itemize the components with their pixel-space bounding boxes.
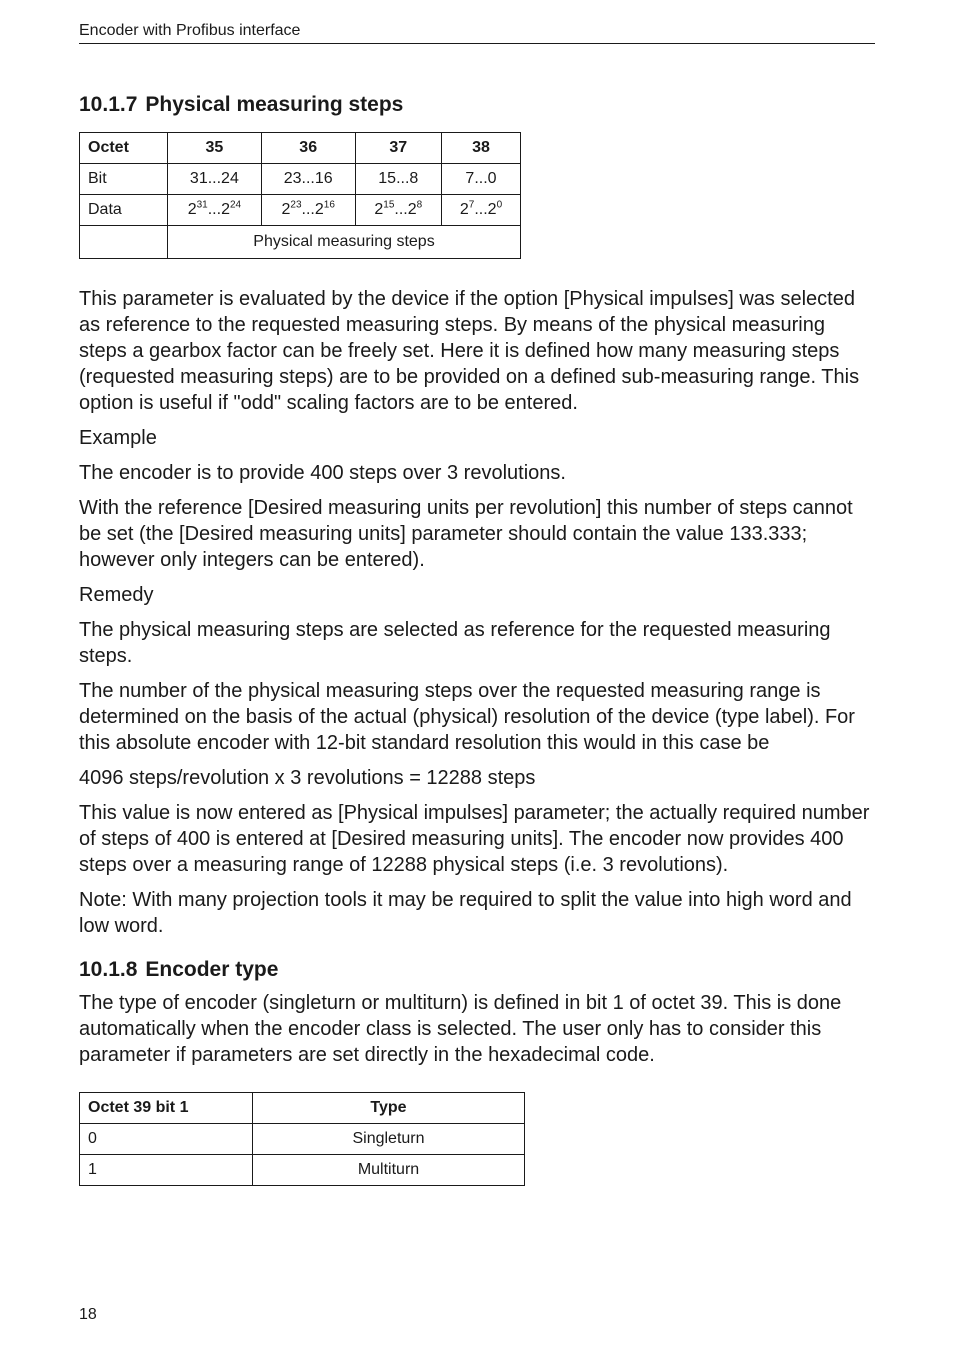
table-header-cell: Octet 39 bit 1 [80, 1093, 253, 1124]
body-paragraph: The number of the physical measuring steps over the requested measuring range is determined on the basis of the actual (physical) resolution of the device (type label). For this absolute encoder with 12-bit standard resolution this would in this case be [79, 680, 855, 754]
body-paragraph: The encoder is to provide 400 steps over 3 revolutions. [79, 462, 566, 484]
table-row [80, 226, 521, 259]
table-header-cell: 35 [168, 133, 262, 164]
table-row [80, 1155, 525, 1186]
body-paragraph: Note: With many projection tools it may be required to split the value into high word and low word. [79, 889, 852, 937]
section-number: 10.1.8 [79, 958, 138, 981]
table-cell: 23...16 [261, 164, 355, 195]
body-paragraph: The type of encoder (singleturn or multiturn) is defined in bit 1 of octet 39. This is done automatically when the encoder class is selected. The user only has to consider this parameter if parameters are set directly in the hexadecimal code. [79, 992, 842, 1066]
table-header-cell: Type [253, 1093, 525, 1124]
section-heading-physical-measuring-steps [79, 92, 875, 118]
table-cell: Bit [80, 164, 168, 195]
table-cell: 31...24 [168, 164, 262, 195]
body-paragraph: This value is now entered as [Physical impulses] parameter; the actually required number of steps of 400 is entered at [Desired measuring units]. The encoder now provides 400 steps over a measuring range of 12288 physical steps (i.e. 3 revolutions). [79, 802, 870, 876]
section-title: Physical measuring steps [145, 93, 404, 116]
section-heading-encoder-type [79, 957, 875, 983]
section-title: Encoder type [145, 958, 279, 981]
table-cell: Data [80, 195, 168, 226]
table-row [80, 133, 521, 164]
body-paragraph: This parameter is evaluated by the device if the option [Physical impulses] was selected as reference to the requested measuring steps. By means of the physical measuring steps a gearbox factor can be freely set. Here it is defined how many measuring steps (requested measuring steps) are to be provided on a defined sub-measuring range. This option is useful if "odd" scaling factors are to be entered. [79, 288, 860, 414]
table-span-cell: Physical measuring steps [168, 226, 521, 259]
body-paragraph: The physical measuring steps are selected as reference for the requested measuring steps. [79, 619, 831, 667]
table-header-cell: 37 [355, 133, 441, 164]
table-cell: $2^{15}...2^8$ [355, 195, 441, 226]
table-cell: $2^7...2^0$ [441, 195, 520, 226]
table-row [80, 1093, 525, 1124]
table-cell: 1 [80, 1155, 253, 1186]
table-cell: $2^{31}...2^{24}$ [168, 195, 262, 226]
octet-table [79, 132, 521, 259]
page-content [79, 92, 875, 1186]
body-paragraph: With the reference [Desired measuring units per revolution] this number of steps cannot be set (the [Desired measuring units] parameter should contain the value 133.333; however only integers can be entered). [79, 497, 853, 571]
table-cell: $2^{23}...2^{16}$ [261, 195, 355, 226]
table-cell: Singleturn [253, 1124, 525, 1155]
table-cell [80, 226, 168, 259]
table-cell: Multiturn [253, 1155, 525, 1186]
section-number: 10.1.7 [79, 93, 138, 116]
table-header-cell: 36 [261, 133, 355, 164]
body-paragraph: Remedy [79, 584, 154, 606]
table-cell: 7...0 [441, 164, 520, 195]
table-row [80, 195, 521, 226]
page-number: 18 [79, 1306, 97, 1323]
table-row [80, 1124, 525, 1155]
encoder-type-table [79, 1092, 525, 1186]
running-header: Encoder with Profibus interface [79, 22, 875, 44]
table-header-cell: Octet [80, 133, 168, 164]
body-paragraph: 4096 steps/revolution x 3 revolutions = 12288 steps [79, 767, 536, 789]
table-header-cell: 38 [441, 133, 520, 164]
table-cell: 15...8 [355, 164, 441, 195]
table-row [80, 164, 521, 195]
body-paragraph: Example [79, 427, 157, 449]
table-cell: 0 [80, 1124, 253, 1155]
